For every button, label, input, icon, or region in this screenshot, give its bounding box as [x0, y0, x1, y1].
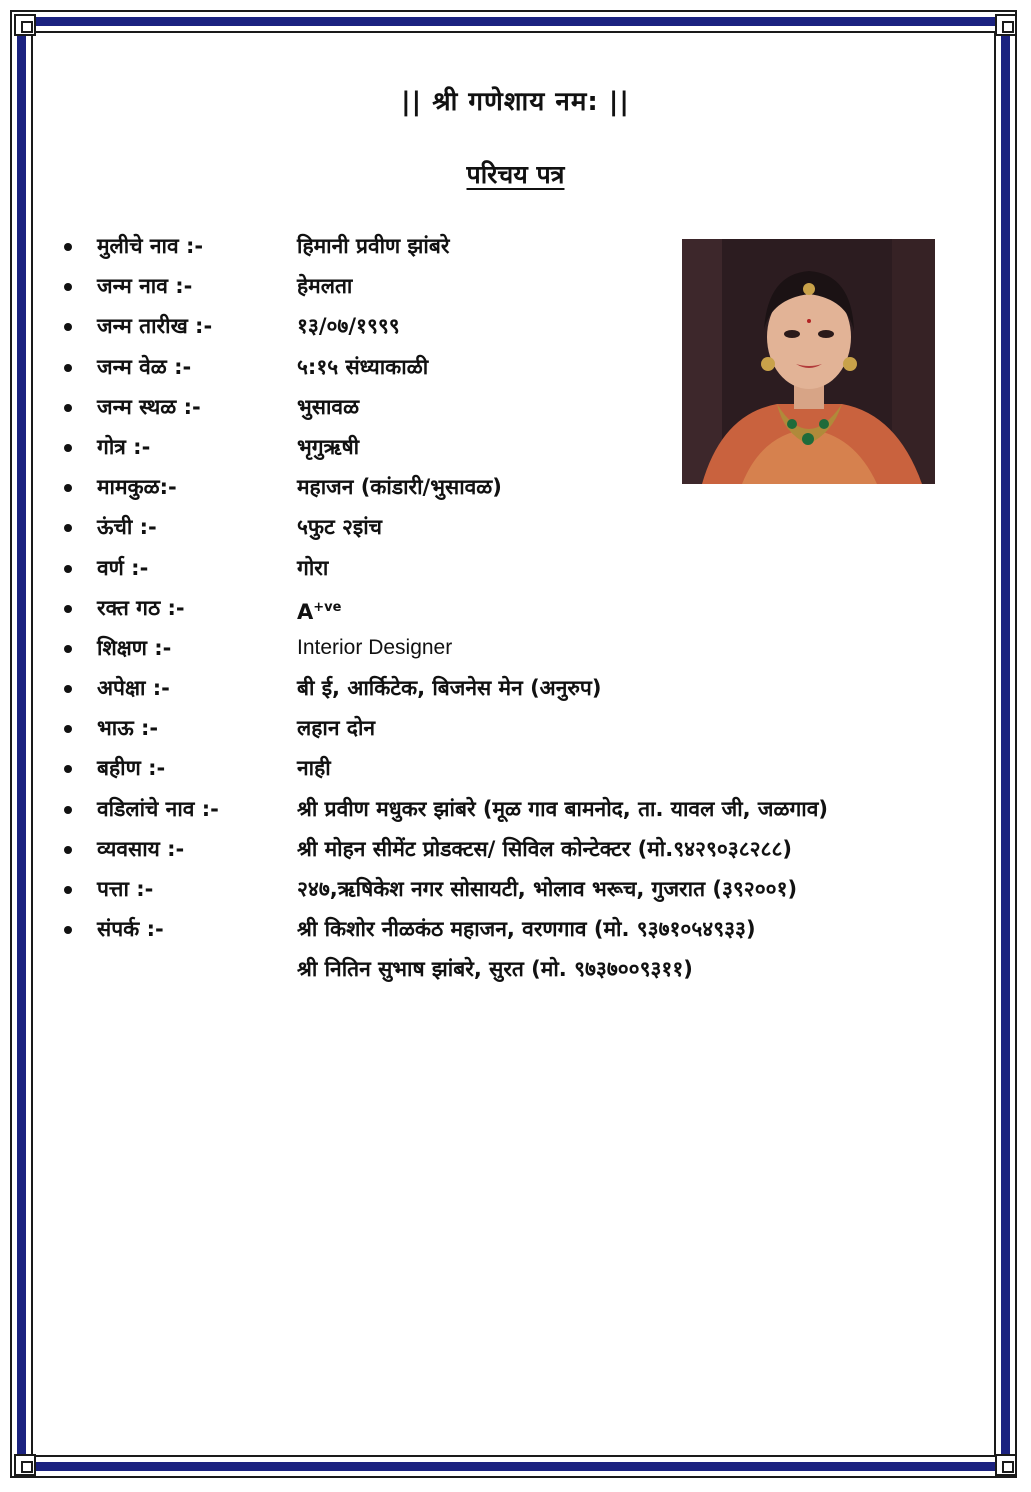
detail-value: भुसावळ [297, 394, 360, 419]
invocation-line: || श्री गणेशाय नम: || [401, 87, 630, 117]
detail-row-address [60, 871, 1000, 911]
detail-value: श्री मोहन सीमेंट प्रोडक्टस/ सिविल कोन्टेक्टर (मो.९४२९०३८२८८) [297, 836, 792, 861]
corner-ornament-bottom-right [995, 1454, 1017, 1476]
bullet-icon [64, 685, 72, 693]
detail-row-expectation [60, 670, 1000, 710]
detail-value: १३/०७/१९९९ [297, 314, 400, 339]
detail-value: Interior Designer [297, 635, 453, 659]
detail-label: मामकुळ:- [97, 475, 177, 500]
detail-label: जन्म वेळ :- [97, 354, 192, 379]
detail-value [297, 590, 341, 630]
detail-label: जन्म तारीख :- [97, 314, 213, 339]
detail-label: वर्ण :- [97, 555, 149, 580]
detail-value: ५:१५ संध्याकाळी [297, 354, 429, 379]
detail-label: व्यवसाय :- [97, 836, 185, 861]
detail-label: भाऊ :- [97, 716, 159, 741]
profile-photo [682, 239, 935, 484]
detail-row-blood-group [60, 590, 1000, 630]
bullet-icon [64, 926, 72, 934]
detail-row-contact-extra [60, 951, 1000, 991]
detail-value: भृगुऋषी [297, 434, 360, 459]
blood-group-value: A [297, 599, 314, 624]
detail-value: श्री नितिन सुभाष झांबरे, सुरत (मो. ९७३७००९३११) [297, 957, 693, 982]
detail-row-complexion [60, 550, 1000, 590]
corner-ornament-top-right [995, 14, 1017, 36]
detail-label: पत्ता :- [97, 877, 154, 901]
bullet-icon [64, 645, 72, 653]
bullet-icon [64, 565, 72, 573]
bullet-icon [64, 605, 72, 613]
detail-value: हिमानी प्रवीण झांबरे [297, 234, 450, 258]
profile-photo-illustration [682, 239, 935, 484]
detail-row-father-name [60, 791, 1000, 831]
detail-label: बहीण :- [97, 756, 166, 781]
detail-row-height [60, 509, 1000, 549]
bullet-icon [64, 846, 72, 854]
detail-value: लहान दोन [297, 716, 376, 741]
detail-value: हेमलता [297, 274, 353, 299]
bullet-icon [64, 765, 72, 773]
bullet-icon [64, 444, 72, 452]
page-title [0, 157, 1031, 191]
bullet-icon [64, 725, 72, 733]
detail-row-contact [60, 911, 1000, 951]
detail-label: मुलीचे नाव :- [97, 234, 204, 258]
detail-label: अपेक्षा :- [97, 676, 170, 701]
detail-value: श्री प्रवीण मधुकर झांबरे (मूळ गाव बामनोद, ता. यावल जी, जळगाव) [297, 796, 829, 821]
corner-ornament-top-left [14, 14, 36, 36]
detail-label: जन्म नाव :- [97, 274, 193, 299]
bullet-icon [64, 243, 72, 251]
detail-value: बी ई, आर्किटेक, बिजनेस मेन (अनुरुप) [297, 676, 602, 701]
detail-value: श्री किशोर नीळकंठ महाजन, वरणगाव (मो. ९३७१०५४९३३) [297, 917, 756, 942]
detail-row-education [60, 630, 1000, 670]
corner-ornament-bottom-left [14, 1454, 36, 1476]
detail-row-sisters [60, 750, 1000, 790]
bullet-icon [64, 404, 72, 412]
page-title-text: परिचय पत्र [466, 160, 565, 189]
blood-group-sup: +ve [313, 599, 342, 615]
detail-value: २४७,ऋषिकेश नगर सोसायटी, भोलाव भरूच, गुजरात (३९२००१) [297, 877, 798, 901]
detail-row-brothers [60, 710, 1000, 750]
detail-label: जन्म स्थळ :- [97, 394, 201, 419]
bullet-icon [64, 323, 72, 331]
detail-row-occupation [60, 831, 1000, 871]
bullet-icon [64, 524, 72, 532]
detail-label: संपर्क :- [97, 917, 164, 942]
detail-label: वडिलांचे नाव :- [97, 796, 219, 821]
detail-value: महाजन (कांडारी/भुसावळ) [297, 475, 502, 500]
bullet-icon [64, 886, 72, 894]
bullet-icon [64, 283, 72, 291]
detail-label: ऊंची :- [97, 515, 157, 540]
detail-label: गोत्र :- [97, 434, 151, 459]
detail-value: नाही [297, 756, 331, 781]
bullet-icon [64, 484, 72, 492]
bullet-icon [64, 364, 72, 372]
detail-label: शिक्षण :- [97, 635, 172, 660]
detail-value: ५फुट २इांच [297, 515, 383, 540]
detail-value: गोरा [297, 555, 329, 580]
detail-label: रक्त गठ :- [97, 595, 185, 620]
bullet-icon [64, 806, 72, 814]
